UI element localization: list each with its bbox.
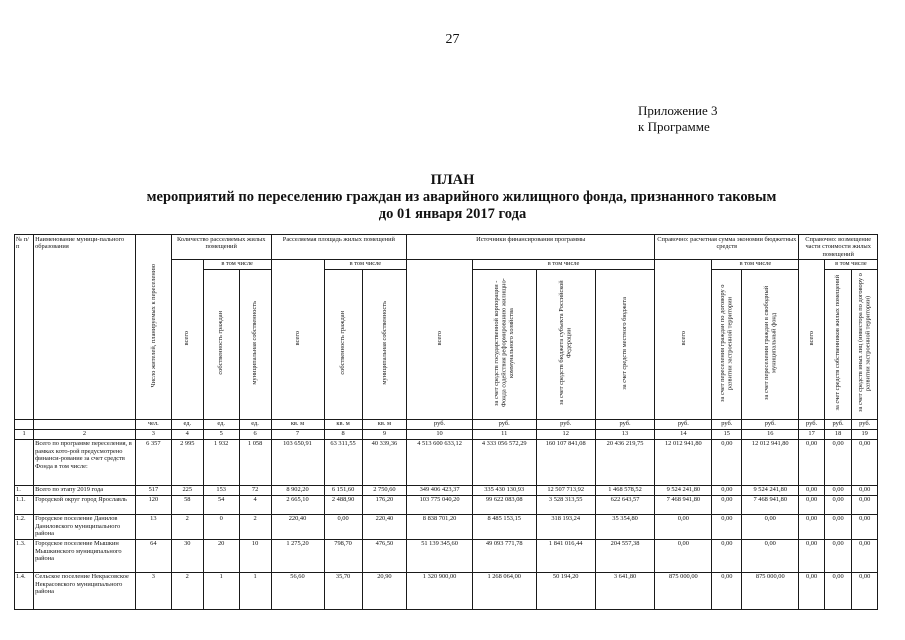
cell: 0,00: [852, 539, 878, 572]
cell: 1 268 064,00: [472, 572, 536, 609]
row-num: 1.: [15, 485, 34, 495]
header-local: за счет средств местного бюджета: [595, 269, 654, 419]
cell: 0,00: [799, 539, 824, 572]
unit-cell: руб.: [742, 419, 799, 429]
header-rooms-group: Количество расселяемых жилых помещений: [171, 235, 271, 260]
header-residents: Число жителей, планируемых к переселению: [135, 235, 171, 420]
cell: 13: [135, 514, 171, 539]
column-number: 15: [712, 429, 742, 439]
unit-cell: руб.: [824, 419, 852, 429]
cell: 176,20: [362, 495, 407, 514]
unit-cell: ед.: [171, 419, 203, 429]
resettlement-plan-table: [14, 234, 878, 610]
header-economy-total: всего: [655, 259, 712, 419]
cell: 20 436 219,75: [595, 439, 654, 485]
cell: 0,00: [742, 539, 799, 572]
cell: 0,00: [852, 572, 878, 609]
cell: 0,00: [852, 485, 878, 495]
cell: 0,00: [712, 572, 742, 609]
column-number: 2: [34, 429, 136, 439]
unit-cell: руб.: [536, 419, 595, 429]
row-name: Городское поселение Данилов Даниловского муниципального района: [34, 514, 136, 539]
cell: 0,00: [742, 514, 799, 539]
table-row: [15, 572, 878, 609]
appendix-line-2: к Программе: [638, 119, 710, 134]
header-area-municipal: муниципальная собственность: [362, 269, 407, 419]
cell: 0,00: [852, 514, 878, 539]
column-numbers-row: [15, 429, 878, 439]
unit-cell: руб.: [852, 419, 878, 429]
cell: 2 995: [171, 439, 203, 485]
table-row: [15, 539, 878, 572]
column-number: 17: [799, 429, 824, 439]
header-sources-total: всего: [407, 259, 473, 419]
appendix-note: [638, 103, 718, 135]
cell: 2: [171, 572, 203, 609]
cell: 220,40: [362, 514, 407, 539]
cell: 99 622 083,08: [472, 495, 536, 514]
column-number: 3: [135, 429, 171, 439]
cell: 4 513 600 633,12: [407, 439, 473, 485]
header-reimb-a: за счет средств собственников жилых помещений: [824, 269, 852, 419]
cell: 0,00: [824, 495, 852, 514]
cell: 0,00: [712, 485, 742, 495]
column-number: 8: [324, 429, 362, 439]
cell: 0,00: [324, 514, 362, 539]
header-economy-incl: в том числе: [712, 259, 799, 269]
column-number: 11: [472, 429, 536, 439]
cell: 56,60: [271, 572, 324, 609]
cell: 20,90: [362, 572, 407, 609]
cell: 3 641,80: [595, 572, 654, 609]
cell: 225: [171, 485, 203, 495]
header-area-citizens: собственность граждан: [324, 269, 362, 419]
header-rooms-citizens: собственность граждан: [203, 269, 239, 419]
header-rooms-municipal: муниципальная собственность: [239, 269, 271, 419]
cell: 0,00: [824, 439, 852, 485]
column-number: 14: [655, 429, 712, 439]
cell: 0,00: [799, 439, 824, 485]
row-name: Всего по этапу 2019 года: [34, 485, 136, 495]
cell: 0,00: [655, 539, 712, 572]
units-row: [15, 419, 878, 429]
document-title: [0, 172, 905, 223]
header-sources-group: Источники финансирования программы: [407, 235, 655, 260]
cell: 0,00: [824, 539, 852, 572]
cell: 49 093 771,78: [472, 539, 536, 572]
cell: 50 194,20: [536, 572, 595, 609]
unit-cell: [34, 419, 136, 429]
cell: 0,00: [852, 439, 878, 485]
cell: 12 012 941,80: [655, 439, 712, 485]
header-regional: за счет средств бюджета субъекта Российской Федерации: [536, 269, 595, 419]
cell: 4: [239, 495, 271, 514]
cell: 349 406 423,37: [407, 485, 473, 495]
cell: 1: [239, 572, 271, 609]
cell: 9 524 241,80: [655, 485, 712, 495]
cell: 476,50: [362, 539, 407, 572]
cell: 64: [135, 539, 171, 572]
header-row-1: [15, 235, 878, 260]
page-number: 27: [445, 32, 460, 47]
header-reimb-total: всего: [799, 259, 824, 419]
cell: 318 193,24: [536, 514, 595, 539]
cell: 875 000,00: [655, 572, 712, 609]
cell: 220,40: [271, 514, 324, 539]
cell: 1 841 016,44: [536, 539, 595, 572]
unit-cell: руб.: [655, 419, 712, 429]
cell: 153: [203, 485, 239, 495]
cell: 0,00: [712, 495, 742, 514]
table-row: [15, 495, 878, 514]
unit-cell: руб.: [595, 419, 654, 429]
cell: 2 750,60: [362, 485, 407, 495]
cell: 875 000,00: [742, 572, 799, 609]
unit-cell: кв. м: [324, 419, 362, 429]
cell: 3 528 313,55: [536, 495, 595, 514]
cell: 54: [203, 495, 239, 514]
unit-cell: кв. м: [362, 419, 407, 429]
header-reimb-b: за счет средств иных лиц (инвестора по договору о развитии застроенной территории): [852, 269, 878, 419]
table-row: [15, 514, 878, 539]
unit-cell: руб.: [472, 419, 536, 429]
column-number: 19: [852, 429, 878, 439]
cell: 35,70: [324, 572, 362, 609]
cell: 51 139 345,60: [407, 539, 473, 572]
appendix-line-1: Приложение 3: [638, 103, 718, 118]
header-sources-incl: в том числе: [472, 259, 654, 269]
cell: 8 838 701,20: [407, 514, 473, 539]
column-number: 18: [824, 429, 852, 439]
unit-cell: руб.: [712, 419, 742, 429]
cell: 7 468 941,80: [742, 495, 799, 514]
cell: 2: [239, 514, 271, 539]
cell: 10: [239, 539, 271, 572]
cell: 0,00: [799, 572, 824, 609]
row-num: 1.2.: [15, 514, 34, 539]
header-economy-a: за счет переселения граждан по договору о развитии застроенной территории: [712, 269, 742, 419]
title-line-3: до 01 января 2017 года: [378, 206, 527, 222]
cell: 1 320 900,00: [407, 572, 473, 609]
header-fund: за счет средств государственной корпорации - Фонда содействия реформированию жилищно-коммунального хозяйства: [472, 269, 536, 419]
unit-cell: руб.: [407, 419, 473, 429]
column-number: 5: [203, 429, 239, 439]
column-number: 1: [15, 429, 34, 439]
row-num: 1.3.: [15, 539, 34, 572]
row-num: 1.4.: [15, 572, 34, 609]
title-line-1: ПЛАН: [430, 172, 475, 188]
column-number: 4: [171, 429, 203, 439]
column-number: 13: [595, 429, 654, 439]
cell: 0,00: [799, 495, 824, 514]
unit-cell: руб.: [799, 419, 824, 429]
cell: 0,00: [712, 514, 742, 539]
unit-cell: [15, 419, 34, 429]
cell: 0,00: [824, 485, 852, 495]
row-name: Сельское поселение Некрасовское Некрасовского муниципального района: [34, 572, 136, 609]
cell: 30: [171, 539, 203, 572]
cell: 1: [203, 572, 239, 609]
cell: 20: [203, 539, 239, 572]
cell: 4 333 056 572,29: [472, 439, 536, 485]
cell: 7 468 941,80: [655, 495, 712, 514]
cell: 798,70: [324, 539, 362, 572]
cell: 335 430 130,93: [472, 485, 536, 495]
cell: 6 357: [135, 439, 171, 485]
column-number: 7: [271, 429, 324, 439]
cell: 103 650,91: [271, 439, 324, 485]
unit-cell: ед.: [203, 419, 239, 429]
column-number: 10: [407, 429, 473, 439]
cell: 120: [135, 495, 171, 514]
cell: 2 488,90: [324, 495, 362, 514]
cell: 0,00: [655, 514, 712, 539]
unit-cell: кв. м: [271, 419, 324, 429]
header-economy-b: за счет переселения граждан в свободный муниципальный фонд: [742, 269, 799, 419]
cell: 0,00: [824, 514, 852, 539]
row-num: [15, 439, 34, 485]
cell: 72: [239, 485, 271, 495]
cell: 1 275,20: [271, 539, 324, 572]
table-row: [15, 485, 878, 495]
header-area-total: всего: [271, 259, 324, 419]
cell: 1 058: [239, 439, 271, 485]
header-area-incl: в том числе: [324, 259, 407, 269]
cell: 12 507 713,92: [536, 485, 595, 495]
column-number: 16: [742, 429, 799, 439]
title-line-2: мероприятий по переселению граждан из аварийного жилищного фонда, признанного таковым: [146, 189, 777, 205]
cell: 1 468 578,52: [595, 485, 654, 495]
header-reimb-incl: в том числе: [824, 259, 877, 269]
cell: 8 902,20: [271, 485, 324, 495]
cell: 103 775 040,20: [407, 495, 473, 514]
column-number: 12: [536, 429, 595, 439]
cell: 12 012 941,80: [742, 439, 799, 485]
header-num: № п/п: [15, 235, 34, 420]
cell: 517: [135, 485, 171, 495]
cell: 0,00: [824, 572, 852, 609]
cell: 0,00: [852, 495, 878, 514]
cell: 6 151,60: [324, 485, 362, 495]
cell: 0: [203, 514, 239, 539]
cell: 35 354,80: [595, 514, 654, 539]
cell: 0,00: [712, 539, 742, 572]
cell: 204 557,38: [595, 539, 654, 572]
cell: 9 524 241,80: [742, 485, 799, 495]
header-ref-economy: Справочно: расчетная сумма экономии бюджетных средств: [655, 235, 799, 260]
cell: 2 665,10: [271, 495, 324, 514]
cell: 40 339,36: [362, 439, 407, 485]
cell: 63 311,55: [324, 439, 362, 485]
cell: 1 932: [203, 439, 239, 485]
cell: 0,00: [712, 439, 742, 485]
row-name: Городской округ город Ярославль: [34, 495, 136, 514]
cell: 3: [135, 572, 171, 609]
header-rooms-incl: в том числе: [203, 259, 271, 269]
row-name: Городское поселение Мышкин Мышкинского муниципального района: [34, 539, 136, 572]
header-name: Наименование муници-пального образования: [34, 235, 136, 420]
column-number: 9: [362, 429, 407, 439]
header-area-group: Расселяемая площадь жилых помещений: [271, 235, 407, 260]
cell: 0,00: [799, 485, 824, 495]
header-ref-reimbursement: Справочно: возмещение части стоимости жилых помещений: [799, 235, 878, 260]
header-rooms-total: всего: [171, 259, 203, 419]
cell: 0,00: [799, 514, 824, 539]
unit-cell: ед.: [239, 419, 271, 429]
row-num: 1.1.: [15, 495, 34, 514]
row-name: Всего по программе переселения, в рамках кото-рой предусмотрено финанси-рование за счет средств Фонда в том числе:: [34, 439, 136, 485]
cell: 58: [171, 495, 203, 514]
cell: 160 107 841,08: [536, 439, 595, 485]
cell: 8 485 153,15: [472, 514, 536, 539]
cell: 622 643,57: [595, 495, 654, 514]
unit-cell: чел.: [135, 419, 171, 429]
column-number: 6: [239, 429, 271, 439]
table-row: [15, 439, 878, 485]
cell: 2: [171, 514, 203, 539]
